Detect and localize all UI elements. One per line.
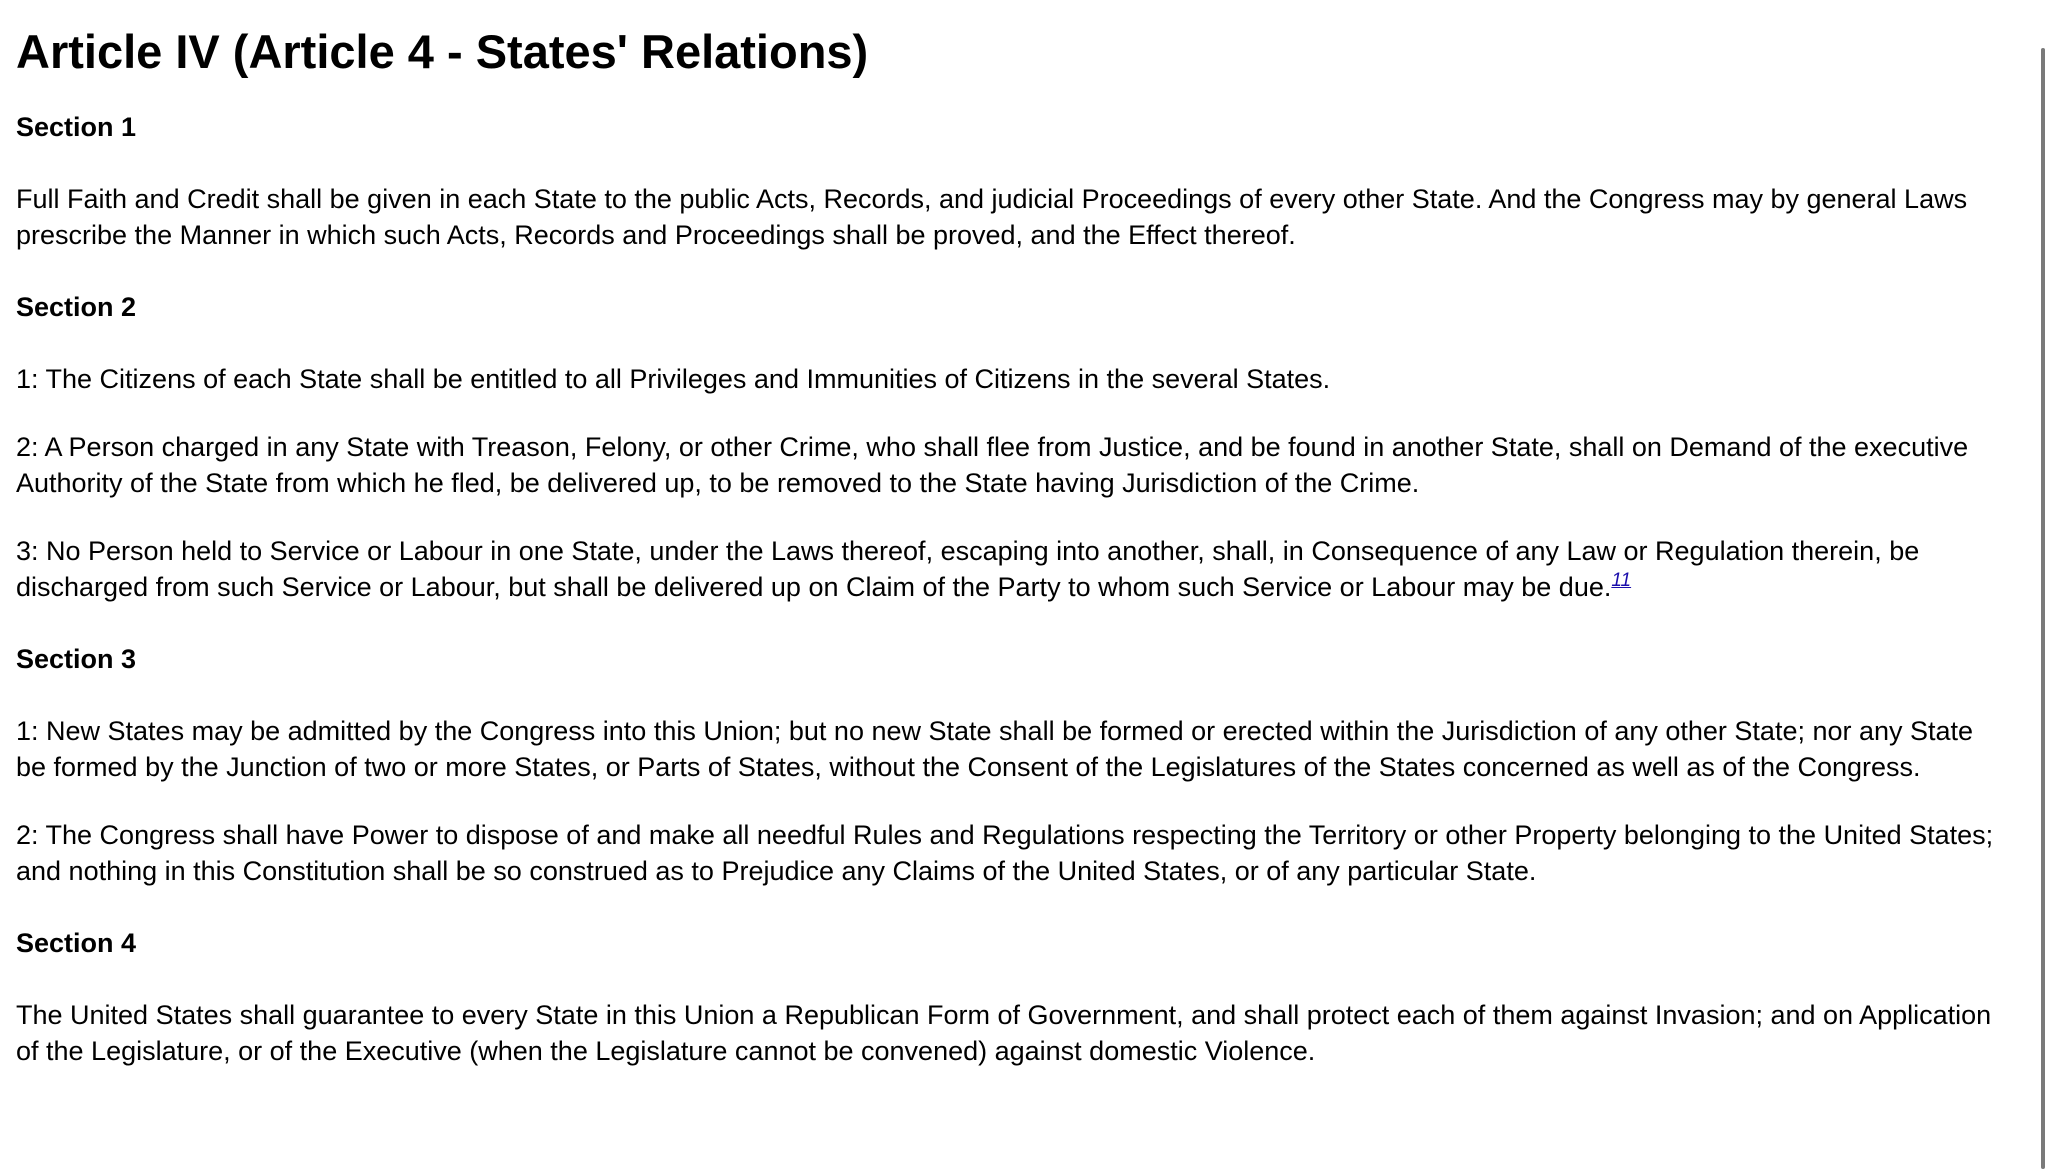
section-2-clause-2: 2: A Person charged in any State with Treason, Felony, or other Crime, who shall flee from Justice, and be found in another State, shall on Demand of the executive Authority of the State from which he fled, be delivered up, to be removed to the State having Jurisdiction of the Crime. — [16, 432, 1969, 498]
footnote-link[interactable]: 11 — [1611, 570, 1632, 591]
section-3-clause-2: 2: The Congress shall have Power to dispose of and make all needful Rules and Regulations respecting the Territory or other Property belonging to the United States; and nothing in this Constitution shall be so construed as to Prejudice any Claims of the United States, or of any particular State. — [16, 820, 1994, 886]
section-2-clause-3 — [16, 533, 2006, 605]
section-heading-4: Section 4 — [16, 928, 137, 958]
vertical-scrollbar[interactable] — [2034, 0, 2048, 1169]
section-heading-2: Section 2 — [16, 292, 137, 322]
page-title: Article IV (Article 4 - States' Relations) — [16, 25, 869, 78]
section-2-clause-3-text: 3: No Person held to Service or Labour in one State, under the Laws thereof, escaping into another, shall, in Consequence of any Law or Regulation therein, be discharged from such Service or Labour, but shall be delivered up on Claim of the Party to whom such Service or Labour may be due. — [16, 536, 1920, 602]
section-2-clause-1: 1: The Citizens of each State shall be entitled to all Privileges and Immunities of Citizens in the several States. — [16, 364, 1331, 394]
section-3-clause-1: 1: New States may be admitted by the Congress into this Union; but no new State shall be formed or erected within the Jurisdiction of any other State; nor any State be formed by the Junction of two or more States, or Parts of States, without the Consent of the Legislatures of the States concerned as well as of the Congress. — [16, 716, 1974, 782]
section-4-text: The United States shall guarantee to every State in this Union a Republican Form of Government, and shall protect each of them against Invasion; and on Application of the Legislature, or of the Executive (when the Legislature cannot be convened) against domestic Violence. — [16, 1000, 1992, 1066]
section-heading-3: Section 3 — [16, 644, 137, 674]
section-1-text: Full Faith and Credit shall be given in each State to the public Acts, Records, and judicial Proceedings of every other State. And the Congress may by general Laws prescribe the Manner in which such Acts, Records and Proceedings shall be proved, and the Effect thereof. — [16, 184, 1968, 250]
scrollbar-thumb[interactable] — [2041, 48, 2045, 1169]
section-heading-1: Section 1 — [16, 112, 137, 142]
article-content — [16, 0, 2006, 1069]
